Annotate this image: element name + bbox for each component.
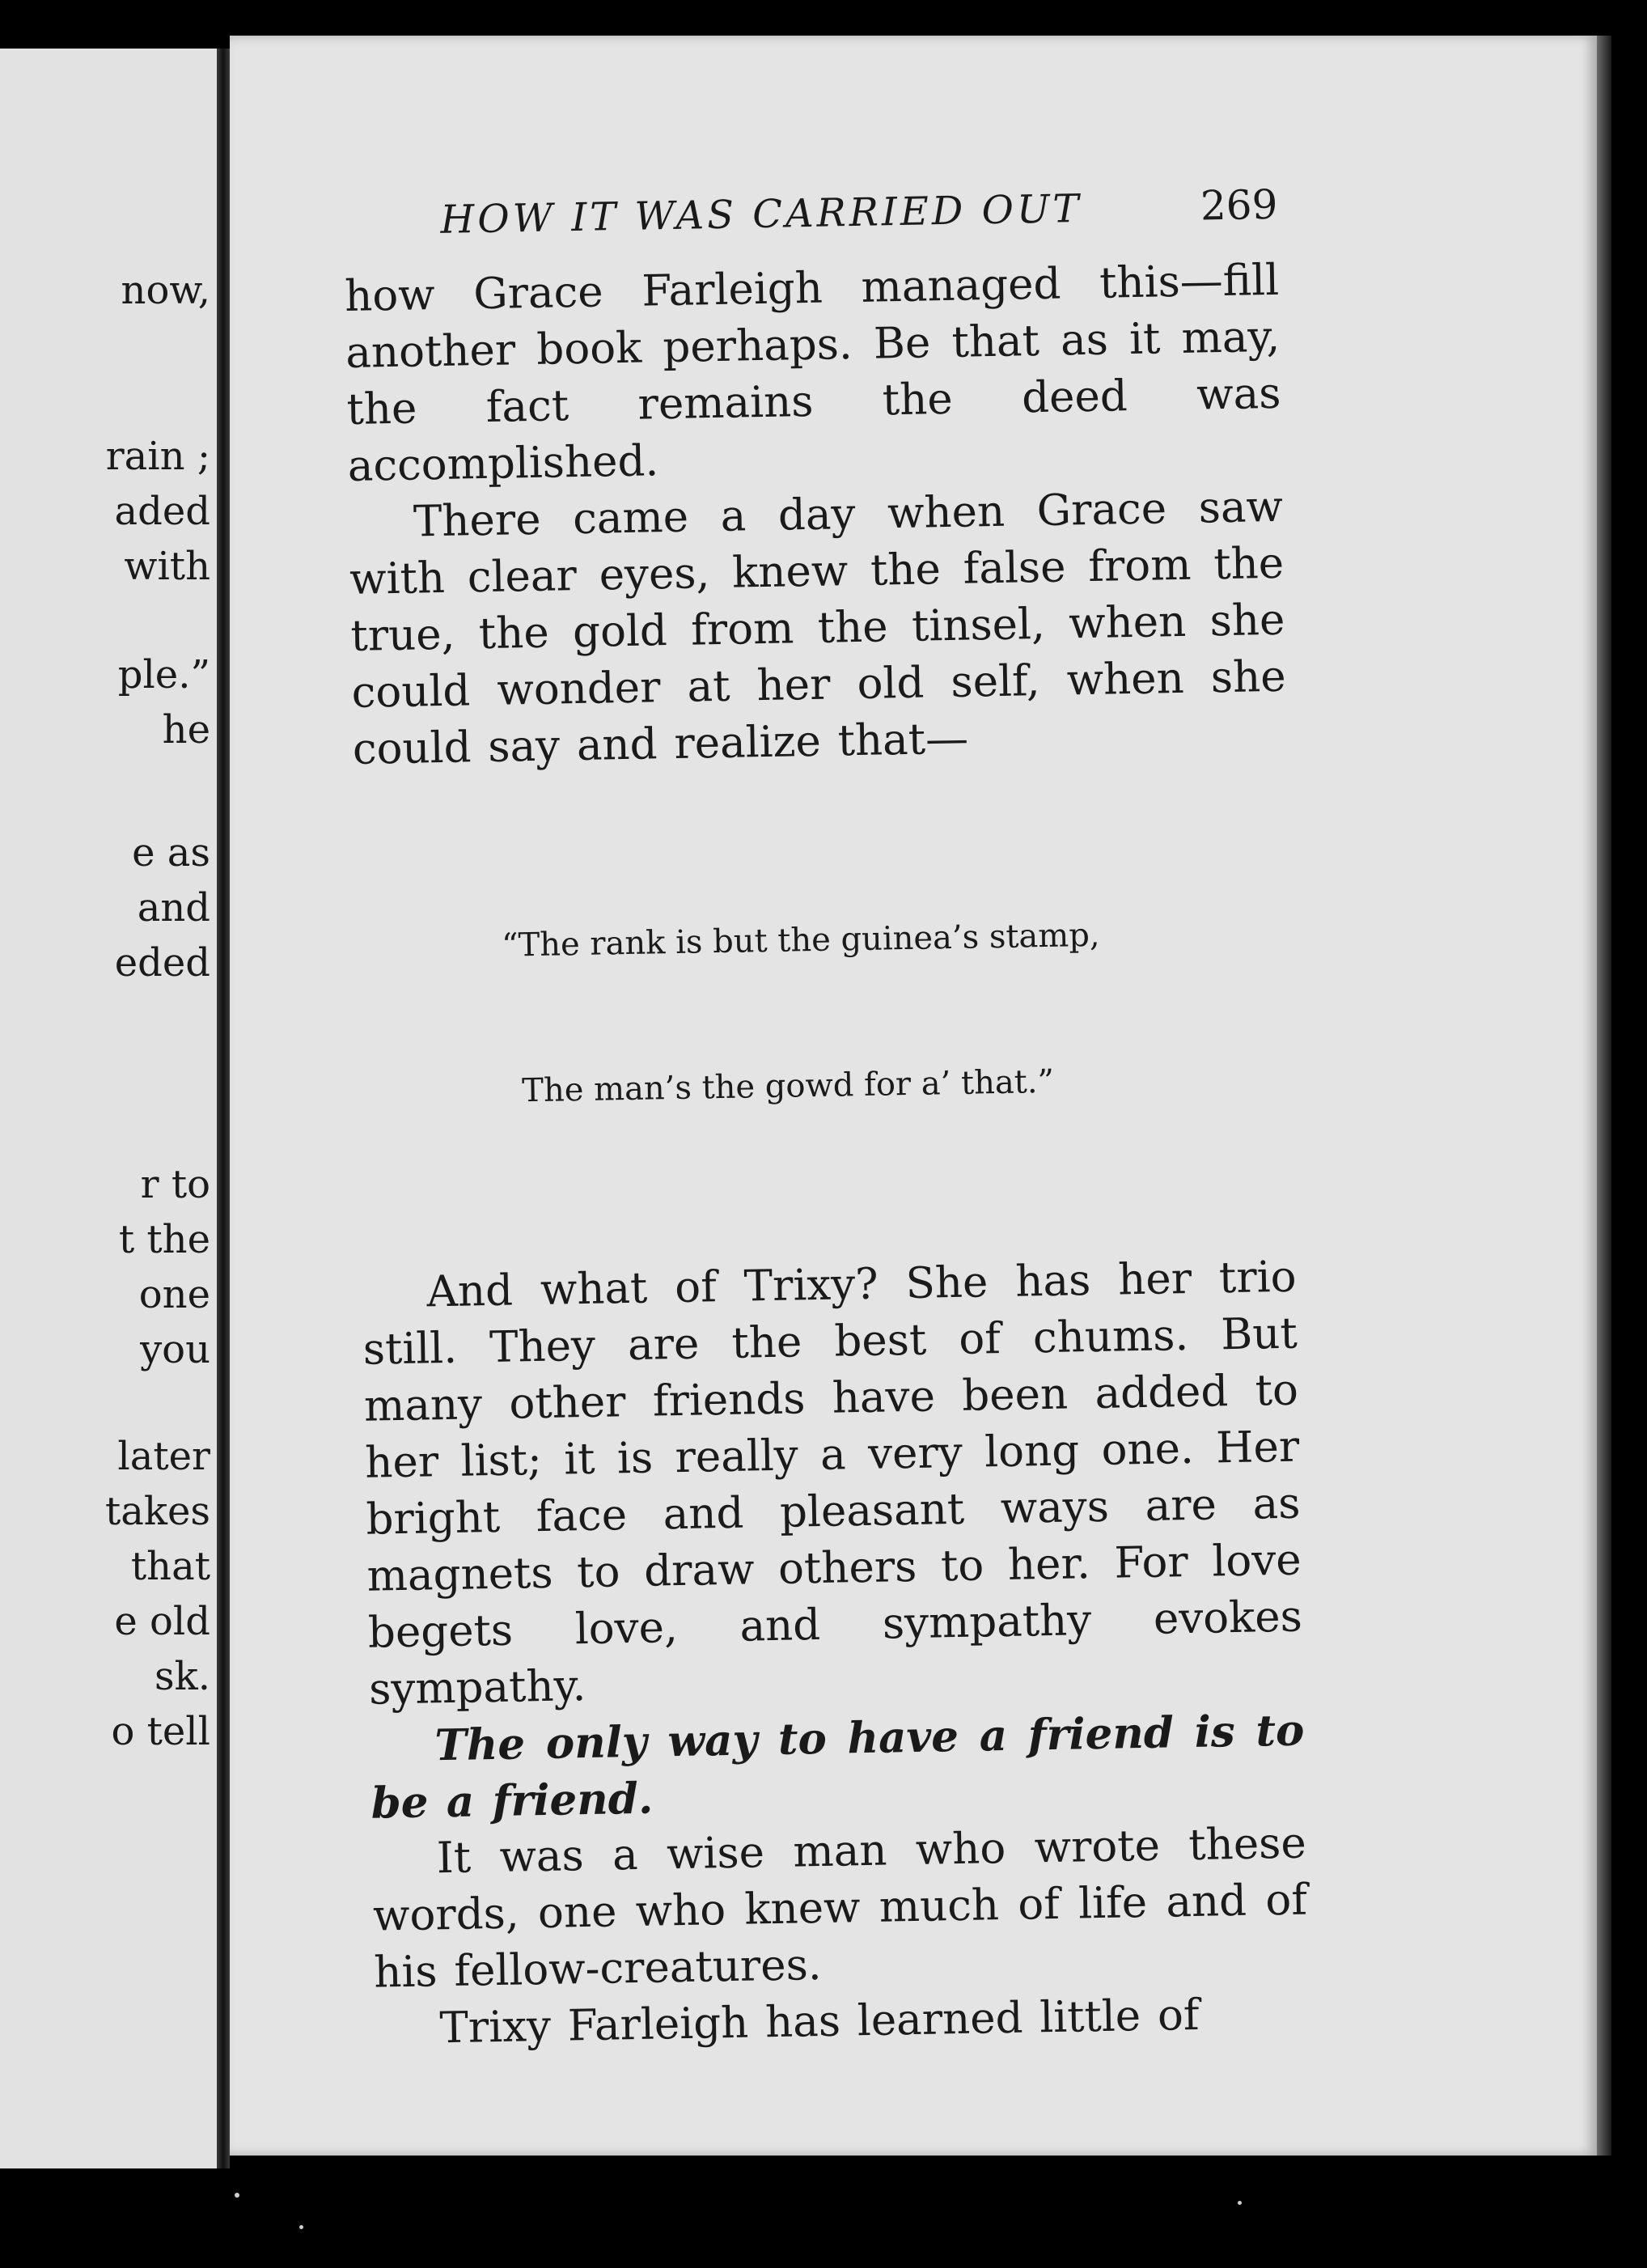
paragraph-2: There came a day when Grace saw with clear eyes, knew the false from the true, the gold from the tinsel, when she could wonder at her old self, when she could say and realize that— bbox=[349, 481, 1287, 774]
left-page-fragment: r to bbox=[140, 1162, 210, 1207]
left-page-fragment: takes bbox=[104, 1489, 210, 1534]
paragraph-3: And what of Trixy? She has her trio still. They are the best of chums. But many other friends have been added to her list; it is really a very long one. Her bright face and pleasant ways are as magnets to draw others to her. For love begets love, and sympathy evokes sympathy. bbox=[362, 1252, 1303, 1715]
left-page-fragment: rain ; bbox=[105, 434, 210, 479]
left-page-fragment: that bbox=[130, 1544, 210, 1589]
page-edge-shadow bbox=[1597, 36, 1611, 2156]
left-facing-page bbox=[0, 49, 217, 2168]
scanner-background bbox=[0, 2168, 1647, 2268]
page-text-block bbox=[343, 181, 1310, 2058]
right-page bbox=[230, 36, 1597, 2156]
left-page-fragment: e as bbox=[132, 830, 210, 875]
left-page-fragment: e old bbox=[114, 1599, 210, 1644]
left-page-fragment: aded bbox=[114, 489, 210, 534]
left-page-fragment: now, bbox=[121, 268, 210, 313]
dust-speck bbox=[1238, 2201, 1242, 2205]
left-page-fragment: eded bbox=[114, 940, 210, 986]
left-page-fragment: you bbox=[140, 1327, 210, 1372]
paragraph-4-maxim: The only way to have a friend is to be a friend. bbox=[370, 1705, 1305, 1829]
dust-speck bbox=[235, 2193, 239, 2198]
left-page-fragment: t the bbox=[118, 1217, 210, 1262]
quote-line-1: “The rank is but the guinea’s stamp, bbox=[501, 916, 1100, 964]
left-page-fragment: ple.” bbox=[117, 652, 210, 697]
book-gutter bbox=[217, 49, 230, 2168]
running-head-title: HOW IT WAS CARRIED OUT bbox=[440, 186, 1082, 243]
paragraph-1: how Grace Farleigh managed this—fill another book perhaps. Be that as it may, the fact remains the deed was accomplished. bbox=[344, 255, 1281, 491]
left-page-fragment: he bbox=[162, 707, 210, 752]
paragraph-5: It was a wise man who wrote these words, one who knew much of life and of his fellow-creatures. bbox=[372, 1818, 1308, 1998]
left-page-fragment: with bbox=[124, 544, 210, 589]
dust-speck bbox=[299, 2225, 303, 2229]
left-page-fragment: later bbox=[117, 1434, 210, 1479]
left-page-fragment: o tell bbox=[111, 1709, 210, 1754]
page-number: 269 bbox=[1200, 180, 1278, 230]
left-page-fragment: and bbox=[137, 885, 210, 931]
left-page-fragment: one bbox=[138, 1272, 210, 1317]
running-head bbox=[440, 181, 1278, 243]
quote-line-2: The man’s the gowd for a’ that.” bbox=[521, 1062, 1055, 1110]
left-page-fragment: sk. bbox=[155, 1654, 210, 1699]
verse-quotation bbox=[500, 811, 1295, 1213]
paragraph-6: Trixy Farleigh has learned little of bbox=[438, 1990, 1200, 2054]
